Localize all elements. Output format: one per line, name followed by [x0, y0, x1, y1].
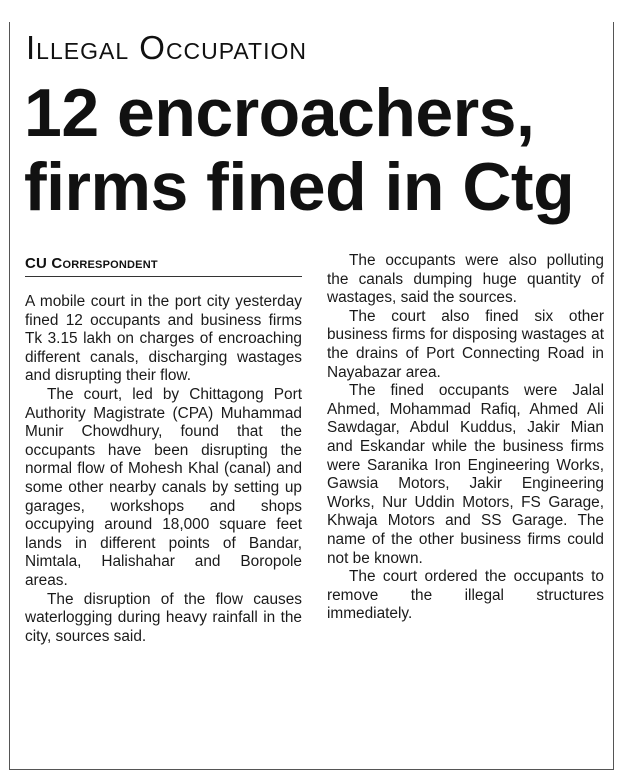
headline-line-1: 12 encroachers, — [24, 75, 535, 151]
kicker: Illegal Occupation — [26, 29, 307, 66]
headline-line-2: firms fined in Ctg — [24, 149, 575, 225]
byline: CU Correspondent — [25, 252, 302, 277]
paragraph: A mobile court in the port city yesterday fined 12 occupants and business firms Tk 3.15 lakh on charges of encroaching different canals, discharging wastages and disrupting their flow. — [25, 293, 302, 385]
paragraph: The court, led by Chittagong Port Authority Magistrate (CPA) Muhammad Munir Chowdhury, found that the occupants have been disrupting the normal flow of Mohesh Khal (canal) and some other nearby canals by setting up garages, workshops and shops occupying around 18,000 square feet lands in different points of Bandar, Nimtala, Halishahar and Boropole areas. — [25, 385, 302, 589]
bottom-rule — [9, 769, 614, 770]
right-column-rule — [613, 22, 614, 770]
paragraph: The disruption of the flow causes waterlogging during heavy rainfall in the city, sources said. — [25, 590, 302, 645]
article-column-right — [327, 252, 604, 624]
article-column-left — [25, 252, 302, 646]
paragraph: The court also fined six other business firms for disposing wastages at the drains of Port Connecting Road in Nayabazar area. — [327, 307, 604, 381]
headline — [24, 76, 604, 224]
left-column-rule — [9, 22, 10, 770]
paragraph: The fined occupants were Jalal Ahmed, Mohammad Rafiq, Ahmed Ali Sawdagar, Abdul Kuddus, Jakir Mian and Eskandar while the business firms were Saranika Iron Engineering Works, Gawsia Motors, Jakir Engineering Works, Nur Uddin Motors, FS Garage, Khwaja Motors and SS Garage. The name of the other business firms could not be known. — [327, 382, 604, 567]
paragraph: The occupants were also polluting the canals dumping huge quantity of wastages, said the sources. — [327, 252, 604, 307]
paragraph: The court ordered the occupants to remove the illegal structures immediately. — [327, 568, 604, 623]
